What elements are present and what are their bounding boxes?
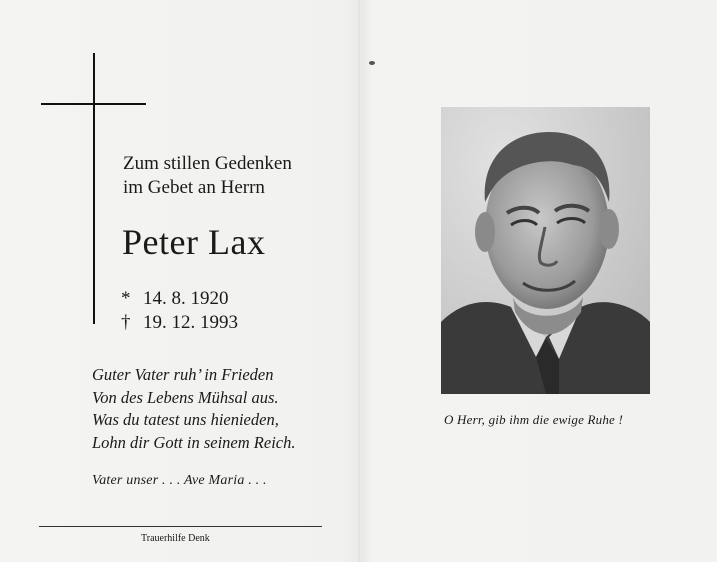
poem-line-1: Guter Vater ruh’ in Frieden: [92, 365, 274, 384]
birth-date: 14. 8. 1920: [143, 288, 229, 309]
death-date: 19. 12. 1993: [143, 312, 238, 333]
memorial-poem: [92, 364, 295, 454]
cross-vertical-bar: [93, 53, 95, 324]
portrait-photo: [441, 107, 650, 394]
paper-speck: [369, 61, 375, 65]
death-symbol: †: [121, 312, 131, 333]
intro-text: [123, 152, 292, 200]
portrait-illustration: [441, 107, 650, 394]
poem-line-2: Von des Lebens Mühsal aus.: [92, 387, 279, 407]
photo-caption: O Herr, gib ihm die ewige Ruhe !: [444, 412, 623, 427]
intro-line-1: Zum stillen Gedenken: [123, 153, 292, 174]
birth-row: [121, 287, 238, 311]
poem-line-3: Was du tatest uns hienieden,: [92, 410, 279, 429]
card-fold: [358, 0, 360, 562]
prayer-line: Vater unser . . . Ave Maria . . .: [92, 473, 267, 488]
birth-symbol: *: [121, 288, 131, 309]
imprint-text: Trauerhilfe Denk: [141, 533, 210, 544]
life-dates: [121, 287, 238, 335]
cross-horizontal-bar: [41, 103, 146, 105]
death-row: [121, 311, 238, 335]
deceased-name: Peter Lax: [122, 222, 266, 262]
poem-line-4: Lohn dir Gott in seinem Reich.: [92, 432, 296, 452]
footer-divider: [39, 526, 322, 527]
intro-line-2: im Gebet an Herrn: [123, 177, 265, 198]
